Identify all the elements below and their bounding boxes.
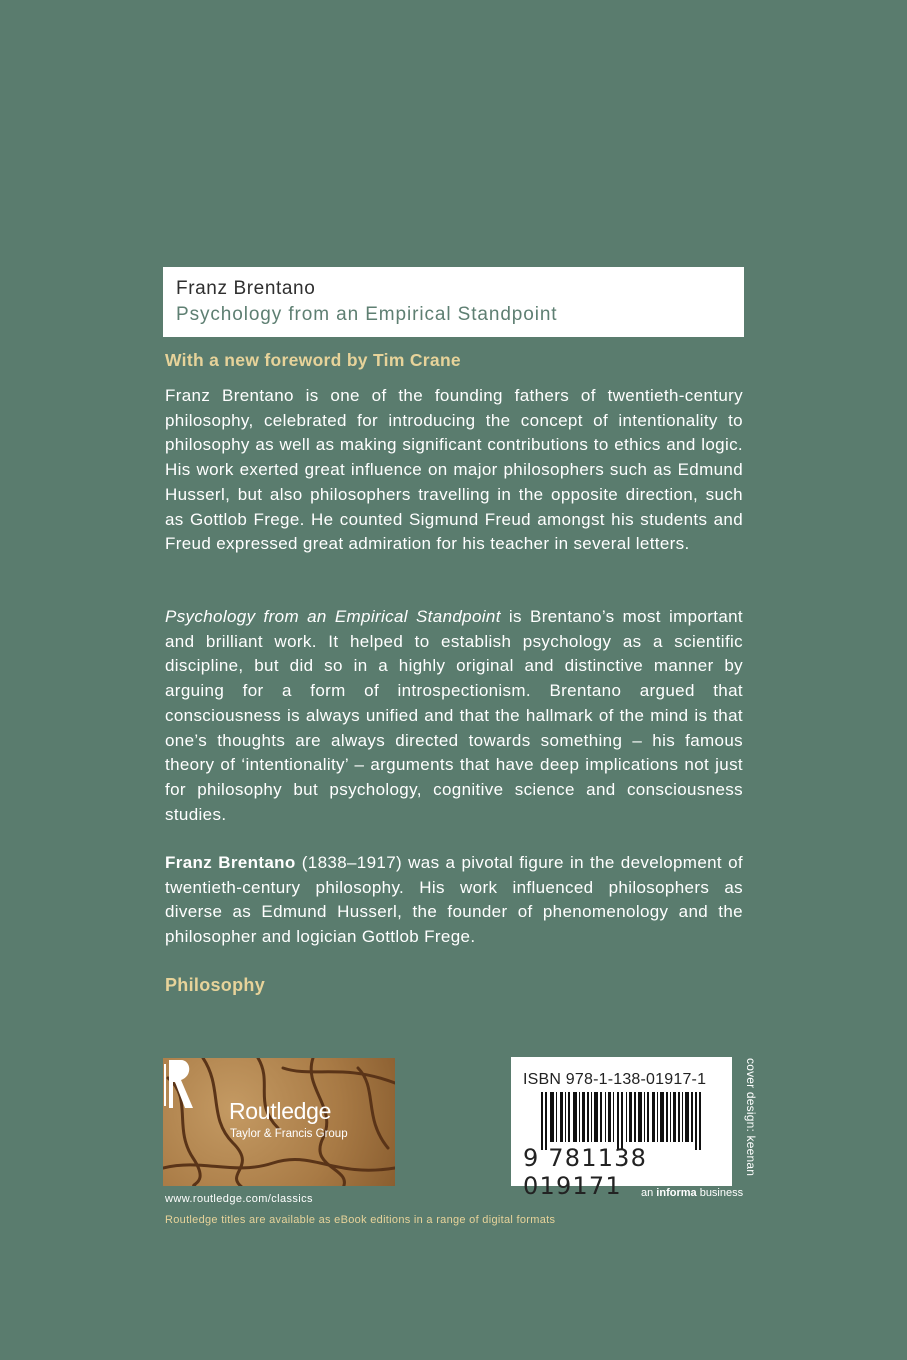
blurb-paragraph-1	[165, 384, 743, 557]
barcode-digits: 9 781138 019171	[523, 1144, 648, 1200]
author-bio-name: Franz Brentano	[165, 853, 296, 872]
publisher-group: Taylor & Francis Group	[230, 1128, 348, 1140]
ebook-note: Routledge titles are available as eBook editions in a range of digital formats	[165, 1214, 556, 1226]
publisher-name: Routledge	[229, 1098, 332, 1124]
book-title-italic: Psychology from an Empirical Standpoint	[165, 607, 501, 626]
foreword-line: With a new foreword by Tim Crane	[165, 350, 461, 370]
isbn-label: ISBN 978-1-138-01917-1	[523, 1071, 707, 1088]
routledge-logo	[163, 1058, 395, 1186]
informa-business	[641, 1187, 743, 1199]
author-bio-text	[165, 851, 743, 950]
informa-bold: informa	[656, 1187, 697, 1199]
routledge-r-icon	[163, 1058, 195, 1110]
author-name: Franz Brentano	[176, 278, 316, 299]
publisher-website[interactable]: www.routledge.com/classics	[165, 1193, 313, 1205]
book-title: Psychology from an Empirical Standpoint	[176, 304, 558, 325]
category-label: Philosophy	[165, 975, 266, 995]
blurb-text-1: Franz Brentano is one of the founding fathers of twentieth-century philosophy, celebrated for introducing the concept of intentionality to philosophy as well as making significant contributions to ethics and logic. His work exerted great influence on major philosophers such as Edmund Husserl, but also philosophers travelling in the opposite direction, such as Gottlob Frege. He counted Sigmund Freud amongst his students and Freud expressed great admiration for his teacher in several letters.	[165, 386, 743, 554]
informa-suffix: business	[696, 1187, 744, 1199]
blurb-text-2-rest: is Brentano’s most important and brilliant work. It helped to establish psychology as a scientific discipline, but did so in a highly original and distinctive manner by arguing for a form of introspectionism. Brentano argued that consciousness is always unified and that the hallmark of the mind is that one’s thoughts are always directed towards something – his famous theory of ‘intentionality’ – arguments that have deep implications not just for philosophy but psychology, cognitive science and consciousness studies.	[165, 607, 743, 824]
title-box	[163, 267, 744, 337]
author-bio	[165, 851, 743, 950]
author-bio-rest: (1838–1917) was a pivotal figure in the development of twentieth-century philosophy. His work influenced philosophers as diverse as Edmund Husserl, the founder of phenomenology and the philosopher and logician Gottlob Frege.	[165, 853, 743, 947]
blurb-paragraph-2	[165, 605, 743, 827]
cover-design-credit: cover design: keenan	[744, 1058, 758, 1177]
barcode-icon	[521, 1092, 721, 1150]
informa-prefix: an	[641, 1187, 657, 1199]
blurb-text-2	[165, 605, 743, 827]
